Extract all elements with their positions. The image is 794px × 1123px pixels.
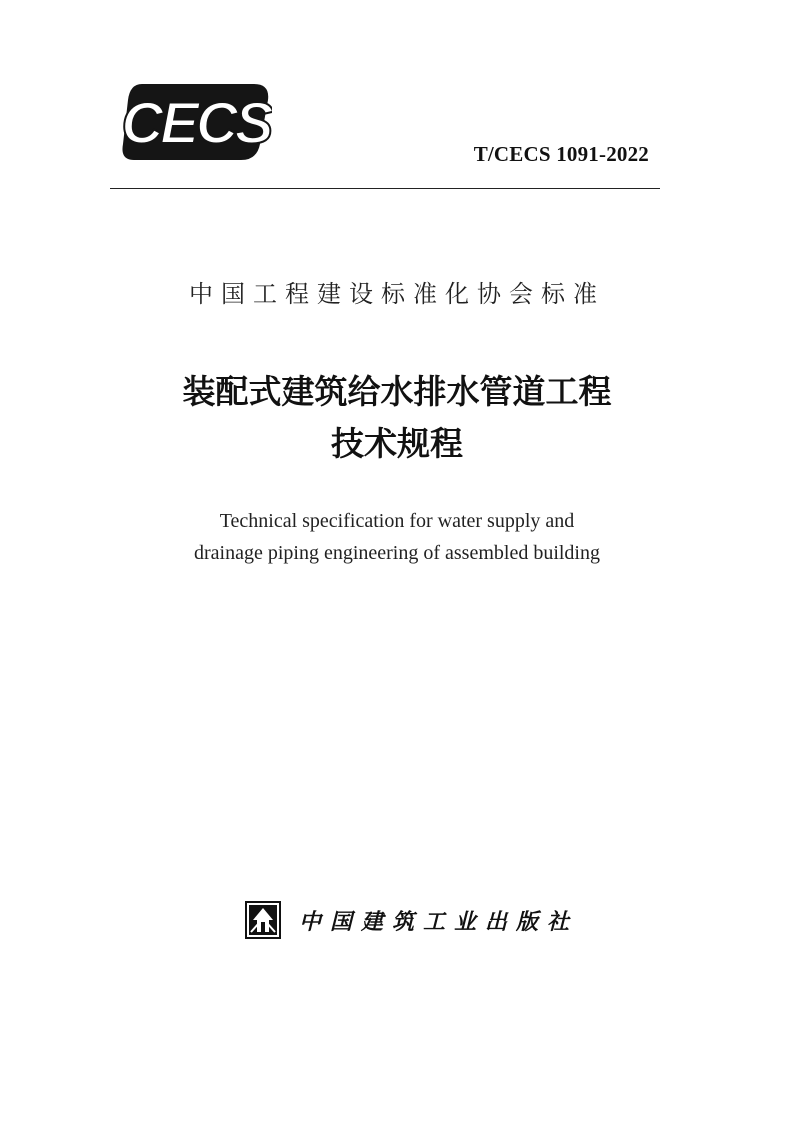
- document-title: [0, 366, 794, 470]
- publisher-name: 中国建筑工业出版社: [299, 908, 579, 935]
- svg-text:CECS: CECS: [121, 91, 271, 156]
- publisher-emblem-icon: [245, 901, 281, 939]
- standard-code: T/CECS 1091-2022: [473, 142, 649, 166]
- publisher-block: [245, 900, 578, 940]
- english-title-line-1: Technical specification for water supply and: [219, 510, 575, 532]
- header-divider: [110, 188, 660, 189]
- cecs-logo-icon: [120, 80, 272, 164]
- title-line-1: 装配式建筑给水排水管道工程: [182, 372, 612, 411]
- english-title-line-2: drainage piping engineering of assembled building: [193, 542, 600, 564]
- title-line-2: 技术规程: [331, 424, 463, 463]
- association-title: 中国工程建设标准化协会标准: [189, 280, 605, 308]
- cecs-logo: [120, 80, 272, 164]
- english-title: [0, 505, 794, 569]
